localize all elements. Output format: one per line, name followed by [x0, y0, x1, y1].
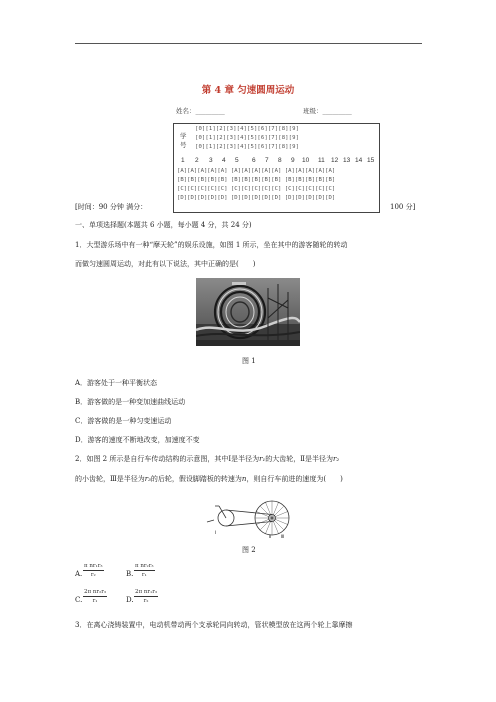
student-id-row-1[interactable]: [0][1][2][3][4][5][6][7][8][9]: [195, 126, 300, 132]
figure-2-label-3: Ⅲ: [281, 534, 285, 538]
answer-row-b[interactable]: [B][B][B][B][B] [B][B][B][B][B] [B][B][B][B][B]: [177, 177, 336, 183]
figure-2-caption: 图 2: [242, 546, 256, 554]
q2-stem-part2: 的大齿轮，Ⅱ是半径为: [265, 455, 334, 463]
question-number-6: 6: [252, 157, 256, 164]
q2-option-c-letter[interactable]: C.: [75, 596, 83, 604]
q2-n: n: [241, 475, 247, 483]
student-id-row-3[interactable]: [0][1][2][3][4][5][6][7][8][9]: [195, 144, 300, 150]
q1-option-c[interactable]: C．游客做的是一种匀变速运动: [75, 417, 172, 425]
name-field[interactable]: 姓名：_________: [176, 107, 225, 115]
question-number-14: 14: [355, 157, 363, 164]
q2-option-b-numerator: π nr₂r₃: [135, 563, 154, 569]
question-number-1: 1: [181, 157, 185, 164]
question-number-9: 9: [291, 157, 295, 164]
exam-score: 100 分]: [390, 203, 416, 211]
q2-stem-part3: 的小齿轮，Ⅲ是半径为: [75, 475, 145, 483]
answer-row-d[interactable]: [D][D][D][D][D] [D][D][D][D][D] [D][D][D][D][D]: [177, 195, 336, 201]
q2-option-c-numerator: 2π nr₂r₃: [84, 589, 107, 595]
figure-2-label-1: Ⅰ: [215, 530, 217, 536]
q2-stem-part4: 的后轮，假设脚踏板的转速为: [150, 475, 242, 483]
figure-2-diagram: [202, 494, 294, 538]
question-number-7: 7: [265, 157, 269, 164]
page-title: 第 4 章 匀速圆周运动: [201, 85, 295, 96]
question-number-11: 11: [318, 157, 325, 164]
question-number-8: 8: [278, 157, 282, 164]
class-field[interactable]: 班级：_________: [303, 107, 352, 115]
exam-time: [时间：90 分钟 满分：: [75, 203, 148, 211]
q2-option-c-fraction[interactable]: [83, 589, 107, 604]
student-id-label-1: 学: [180, 132, 187, 140]
q1-option-a[interactable]: A．游客处于一种平衡状态: [75, 379, 158, 387]
q2-option-a-letter[interactable]: A.: [75, 570, 83, 578]
q2-option-a-fraction[interactable]: [83, 563, 104, 578]
question-number-15: 15: [367, 157, 375, 164]
question-number-4: 4: [222, 157, 226, 164]
q2-r2: r₂: [333, 455, 340, 463]
question-number-5: 5: [235, 157, 239, 164]
q2-option-d-letter[interactable]: D.: [126, 596, 134, 604]
q2-option-d-denominator: r₂: [143, 598, 149, 604]
section-heading: 一、单项选择题(本题共 6 小题，每小题 4 分，共 24 分): [75, 221, 252, 229]
answer-sheet: [173, 123, 380, 213]
question-number-10: 10: [302, 157, 310, 164]
answer-row-c[interactable]: [C][C][C][C][C] [C][C][C][C][C] [C][C][C][C][C]: [177, 186, 336, 192]
student-id-row-2[interactable]: [0][1][2][3][4][5][6][7][8][9]: [195, 135, 300, 141]
q2-stem-line2: [75, 474, 343, 484]
q1-stem-line2: 而做匀速圆周运动，对此有以下说法，其中正确的是( ): [75, 260, 256, 268]
q2-option-b-denominator: r₁: [141, 572, 147, 578]
q2-option-c-denominator: r₁: [92, 598, 98, 604]
student-id-label-2: 号: [180, 141, 187, 149]
q1-stem-line1: 1．大型游乐场中有一种“摩天轮”的娱乐设施，如图 1 所示，坐在其中的游客随轮的转动: [75, 241, 348, 249]
q3-stem-line1: 3．在离心浇铸装置中，电动机带动两个支承轮同向转动，管状模型放在这两个轮上靠摩擦: [75, 621, 353, 629]
question-number-13: 13: [343, 157, 351, 164]
figure-1-photo: [196, 278, 300, 346]
q1-option-d[interactable]: D．游客的速度不断地改变，加速度不变: [75, 436, 200, 444]
question-number-12: 12: [331, 157, 339, 164]
q2-option-d-numerator: 2π nr₁r₃: [135, 589, 158, 595]
q2-stem-line1: [75, 454, 339, 464]
q2-stem-part5: ，则自行车前进的速度为( ): [246, 475, 343, 483]
figure-1-caption: 图 1: [242, 357, 256, 365]
header-rule: [75, 43, 422, 44]
q1-option-b[interactable]: B．游客做的是一种变加速曲线运动: [75, 398, 186, 406]
question-number-2: 2: [195, 157, 199, 164]
q2-r3: r₃: [144, 475, 151, 483]
q2-option-d-fraction[interactable]: [134, 589, 158, 604]
figure-2-label-2: Ⅱ: [269, 534, 272, 538]
q2-stem-part1: 2．如图 2 所示是自行车传动结构的示意图，其中Ⅰ是半径为: [75, 455, 260, 463]
q2-option-a-numerator: π nr₁r₃: [84, 563, 103, 569]
q2-option-b-letter[interactable]: B.: [126, 570, 134, 578]
q2-r1: r₁: [259, 455, 266, 463]
q2-option-a-denominator: r₂: [90, 572, 96, 578]
answer-row-a[interactable]: [A][A][A][A][A] [A][A][A][A][A] [A][A][A][A][A]: [177, 168, 336, 174]
question-number-3: 3: [209, 157, 213, 164]
q2-option-b-fraction[interactable]: [134, 563, 155, 578]
